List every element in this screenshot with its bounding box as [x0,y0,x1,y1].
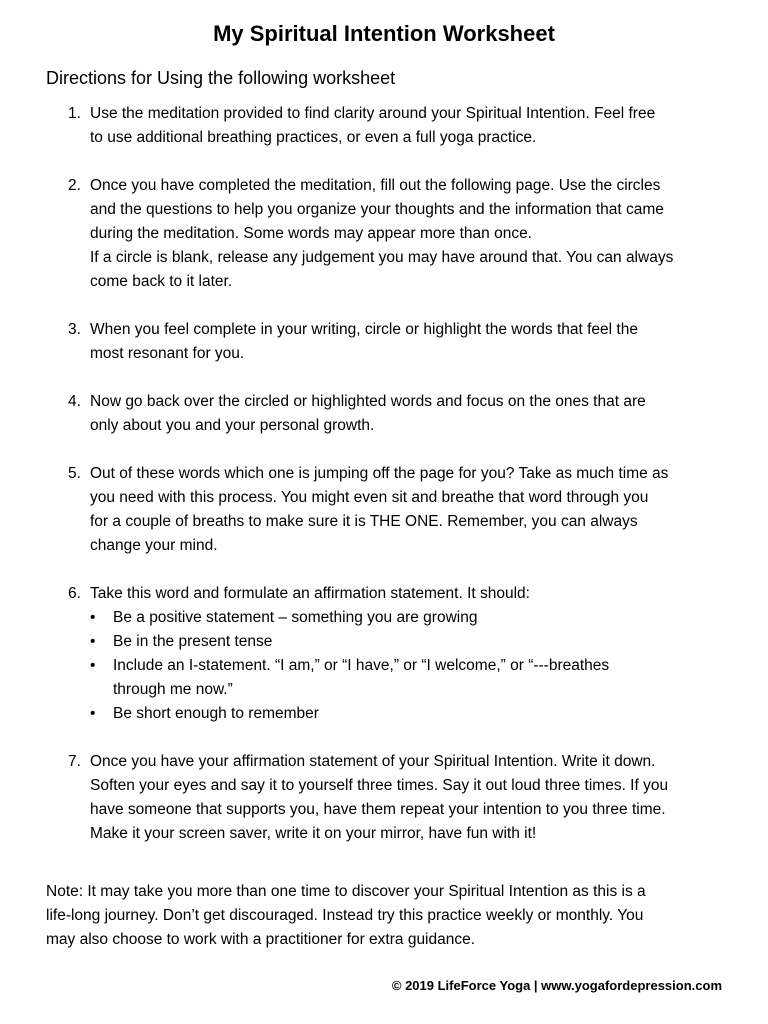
step-number: 5. [68,465,81,482]
step-text-line: change your mind. [90,537,218,554]
bullet-item [90,630,736,654]
bullet-item [90,702,736,726]
step-text-line: Once you have completed the meditation, fill out the following page. Use the circles [90,177,661,194]
step-text-line: to use additional breathing practices, or even a full yoga practice. [90,129,537,146]
step-text-line: most resonant for you. [90,345,245,362]
step-number: 1. [68,105,81,122]
bullet-text-line: Include an I-statement. “I am,” or “I have,” or “I welcome,” or “---breathes [113,657,610,674]
page-title: My Spiritual Intention Worksheet [213,21,555,46]
step-text-line: Make it your screen saver, write it on your mirror, have fun with it! [90,825,537,842]
step-text-line: have someone that supports you, have them repeat your intention to you three time. [90,801,666,818]
step-text-line: Soften your eyes and say it to yourself three times. Say it out loud three times. If you [90,777,669,794]
copyright-footer: © 2019 LifeForce Yoga | www.yogafordepression.com [391,978,722,993]
step-item [46,174,736,294]
step-number: 7. [68,753,81,770]
step-item [46,582,736,726]
note-line: Note: It may take you more than one time to discover your Spiritual Intention as this is a [46,883,646,900]
bullet-text-line: through me now.” [113,681,233,698]
step-text-line: Out of these words which one is jumping off the page for you? Take as much time as [90,465,669,482]
step-text-line: during the meditation. Some words may appear more than once. [90,225,532,242]
step-item [46,318,736,366]
step-text-line: Take this word and formulate an affirmation statement. It should: [90,585,530,602]
step-item [46,750,736,846]
bullet-dot-icon: • [90,657,96,674]
step-number: 4. [68,393,81,410]
step-text-line: for a couple of breaths to make sure it is THE ONE. Remember, you can always [90,513,638,530]
affirmation-criteria-list [90,606,736,726]
step-text-line: come back to it later. [90,273,233,290]
bullet-dot-icon: • [90,609,96,626]
bullet-text-line: Be short enough to remember [113,705,319,722]
step-text-line: you need with this process. You might even sit and breathe that word through you [90,489,649,506]
bullet-text-line: Be in the present tense [113,633,273,650]
bullet-item [90,606,736,630]
steps-list [46,102,736,870]
directions-heading: Directions for Using the following worksheet [46,68,396,88]
bullet-text-line: Be a positive statement – something you are growing [113,609,478,626]
note-line: may also choose to work with a practitioner for extra guidance. [46,931,476,948]
step-number: 2. [68,177,81,194]
step-text-line: and the questions to help you organize your thoughts and the information that came [90,201,664,218]
bullet-item [90,654,736,702]
step-text-line: When you feel complete in your writing, circle or highlight the words that feel the [90,321,638,338]
step-text-line: If a circle is blank, release any judgement you may have around that. You can always [90,249,674,266]
note-line: life-long journey. Don’t get discouraged. Instead try this practice weekly or monthly. You [46,907,644,924]
step-text-line: Now go back over the circled or highlighted words and focus on the ones that are [90,393,646,410]
note-paragraph [46,880,736,952]
step-text-line: only about you and your personal growth. [90,417,375,434]
step-item [46,390,736,438]
step-number: 6. [68,585,81,602]
step-text-line: Once you have your affirmation statement of your Spiritual Intention. Write it down. [90,753,656,770]
step-item [46,102,736,150]
step-text-line: Use the meditation provided to find clarity around your Spiritual Intention. Feel free [90,105,656,122]
bullet-dot-icon: • [90,705,96,722]
step-number: 3. [68,321,81,338]
bullet-dot-icon: • [90,633,96,650]
step-item [46,462,736,558]
